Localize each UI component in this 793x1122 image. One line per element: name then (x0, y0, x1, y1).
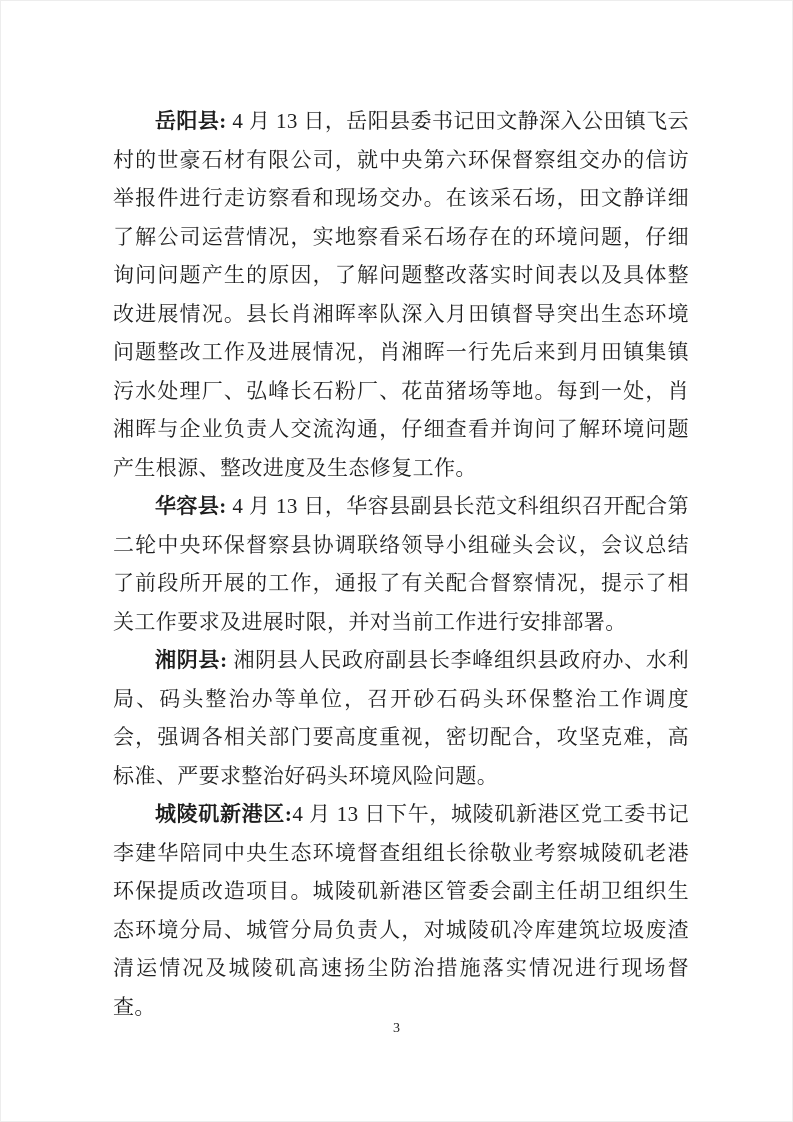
county-heading-yueyang: 岳阳县: (155, 109, 227, 133)
paragraph-text: 湘阴县人民政府副县长李峰组织县政府办、水利局、码头整治办等单位，召开砂石码头环保整治工作调度会，强调各相关部门要高度重视，密切配合，攻坚克难，高标准、严要求整治好码头环境风险问题。 (113, 648, 689, 788)
paragraph-yueyang-county (113, 102, 689, 487)
county-heading-xiangyin: 湘阴县: (155, 648, 228, 672)
page-number: 3 (393, 1021, 400, 1036)
county-heading-huarong: 华容县: (155, 494, 227, 518)
paragraph-huarong-county (113, 487, 689, 641)
paragraph-xiangyin-county (113, 641, 689, 795)
county-heading-chenglingji: 城陵矶新港区: (155, 802, 293, 826)
document-body (113, 102, 689, 1026)
paragraph-text: 4 月 13 日，岳阳县委书记田文静深入公田镇飞云村的世豪石材有限公司，就中央第六环保督察组交办的信访举报件进行走访察看和现场交办。在该采石场，田文静详细了解公司运营情况，实地察看采石场存在的环境问题，仔细询问问题产生的原因，了解问题整改落实时间表以及具体整改进展情况。县长肖湘晖率队深入月田镇督导突出生态环境问题整改工作及进展情况，肖湘晖一行先后来到月田镇集镇污水处理厂、弘峰长石粉厂、花苗猪场等地。每到一处，肖湘晖与企业负责人交流沟通，仔细查看并询问了解环境问题产生根源、整改进度及生态修复工作。 (113, 109, 689, 480)
paragraph-text: 4 月 13 日，华容县副县长范文科组织召开配合第二轮中央环保督察县协调联络领导小组碰头会议，会议总结了前段所开展的工作，通报了有关配合督察情况，提示了相关工作要求及进展时限，并对当前工作进行安排部署。 (113, 494, 689, 634)
paragraph-chenglingji-new-port-area (113, 795, 689, 1026)
paragraph-text: 4 月 13 日下午，城陵矶新港区党工委书记李建华陪同中央生态环境督查组组长徐敬业考察城陵矶老港环保提质改造项目。城陵矶新港区管委会副主任胡卫组织生态环境分局、城管分局负责人，对城陵矶冷库建筑垃圾废渣清运情况及城陵矶高速扬尘防治措施落实情况进行现场督查。 (113, 802, 689, 1019)
